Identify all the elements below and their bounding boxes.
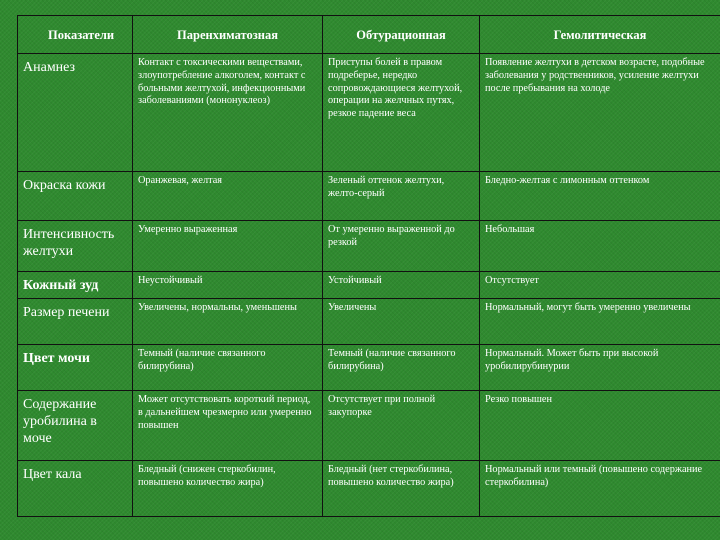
table-cell: Приступы болей в правом подреберье, нередко сопровождающиеся желтухой, операции на желчных путях, резкое падение веса <box>323 54 480 172</box>
column-header-obstructive: Обтурационная <box>323 16 480 54</box>
comparison-table <box>17 15 720 517</box>
row-label-urine-color: Цвет мочи <box>18 345 133 391</box>
table-cell: Бледно-желтая с лимонным оттенком <box>480 172 720 221</box>
table-cell: Бледный (снижен стеркобилин, повышено количество жира) <box>133 461 323 517</box>
table-cell: Темный (наличие связанного билирубина) <box>323 345 480 391</box>
table-cell: Увеличены <box>323 299 480 345</box>
table-cell: Оранжевая, желтая <box>133 172 323 221</box>
table-row <box>18 391 720 461</box>
column-header-indicators: Показатели <box>18 16 133 54</box>
row-label-skin-color: Окраска кожи <box>18 172 133 221</box>
table-row <box>18 299 720 345</box>
table-cell: Зеленый оттенок желтухи, желто-серый <box>323 172 480 221</box>
table-cell: Появление желтухи в детском возрасте, подобные заболевания у родственников, усиление желтухи после пребывания на холоде <box>480 54 720 172</box>
table-cell: Нормальный, могут быть умеренно увеличены <box>480 299 720 345</box>
table-cell: Темный (наличие связанного билирубина) <box>133 345 323 391</box>
table-cell: Увеличены, нормальны, уменьшены <box>133 299 323 345</box>
table-row <box>18 172 720 221</box>
row-label-urobilin-content: Содержание уробилина в моче <box>18 391 133 461</box>
column-header-parenchymal: Паренхиматозная <box>133 16 323 54</box>
table-cell: Отсутствует при полной закупорке <box>323 391 480 461</box>
row-label-anamnesis: Анамнез <box>18 54 133 172</box>
table-cell: Контакт с токсическими веществами, злоупотребление алкоголем, контакт с больными желтухой, инфекционными заболеваниями (мононуклеоз) <box>133 54 323 172</box>
table-cell: Умеренно выраженная <box>133 221 323 272</box>
table-row <box>18 54 720 172</box>
table-cell: Неустойчивый <box>133 272 323 299</box>
table-row <box>18 272 720 299</box>
table-cell: Отсутствует <box>480 272 720 299</box>
row-label-stool-color: Цвет кала <box>18 461 133 517</box>
header-row <box>18 16 720 54</box>
row-label-liver-size: Размер печени <box>18 299 133 345</box>
table-cell: От умеренно выраженной до резкой <box>323 221 480 272</box>
table-row <box>18 461 720 517</box>
table-cell: Нормальный или темный (повышено содержание стеркобилина) <box>480 461 720 517</box>
table-cell: Может отсутствовать короткий период, в дальнейшем чрезмерно или умеренно повышен <box>133 391 323 461</box>
column-header-hemolytic: Гемолитическая <box>480 16 720 54</box>
row-label-jaundice-intensity: Интенсивность желтухи <box>18 221 133 272</box>
table-row <box>18 345 720 391</box>
table-cell: Бледный (нет стеркобилина, повышено количество жира) <box>323 461 480 517</box>
table-cell: Резко повышен <box>480 391 720 461</box>
table-row <box>18 221 720 272</box>
table-cell: Небольшая <box>480 221 720 272</box>
row-label-skin-itch: Кожный зуд <box>18 272 133 299</box>
table-cell: Устойчивый <box>323 272 480 299</box>
table-cell: Нормальный. Может быть при высокой уробилирубинурии <box>480 345 720 391</box>
